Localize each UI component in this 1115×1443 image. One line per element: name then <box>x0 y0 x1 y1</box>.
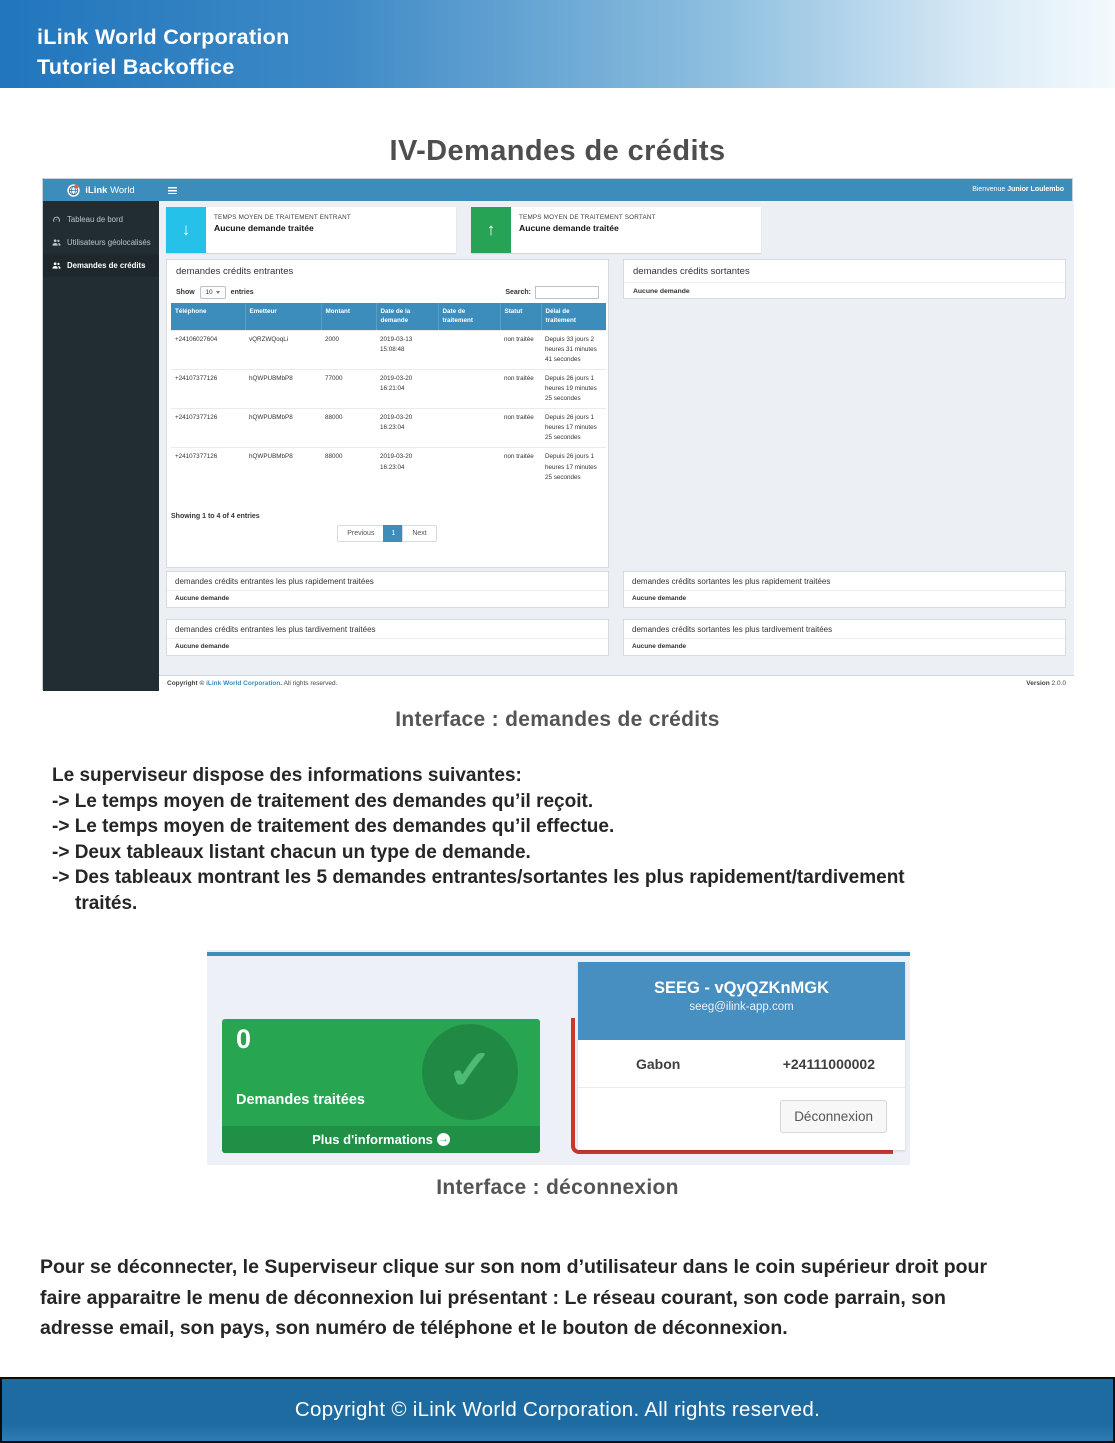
card-value: 0 <box>236 1024 252 1054</box>
arrow-down-icon: ↓ <box>166 207 206 253</box>
panel-title: demandes crédits sortantes <box>624 260 1065 283</box>
info-list <box>52 763 905 917</box>
search-label: Search: <box>505 289 531 296</box>
user-details-row <box>578 1040 905 1088</box>
caret-down-icon <box>216 291 220 294</box>
page-size-select[interactable]: 10 <box>200 286 226 299</box>
cell: 77000 <box>321 370 376 409</box>
paragraph-line: adresse email, son pays, son numéro de téléphone et le bouton de déconnexion. <box>40 1317 788 1339</box>
table-row <box>171 330 606 369</box>
arrow-circle-right-icon: → <box>438 1134 449 1145</box>
search-input[interactable] <box>535 286 599 299</box>
doc-header <box>0 0 1115 88</box>
cell: Depuis 33 jours 2 heures 31 minutes 41 secondes <box>541 330 606 369</box>
table-controls <box>176 285 599 300</box>
cell: hQWPUBMbP8 <box>245 409 321 448</box>
cell: non traitée <box>500 409 541 448</box>
panel-sortantes-tardives <box>623 619 1066 656</box>
show-label: Show <box>176 289 195 296</box>
sidebar-item-label: Demandes de crédits <box>67 261 146 270</box>
info-line: -> Le temps moyen de traitement des demandes qu’il reçoit. <box>52 790 594 812</box>
cell: hQWPUBMbP8 <box>245 370 321 409</box>
info-line: -> Des tableaux montrant les 5 demandes entrantes/sortantes les plus rapidement/tardivement <box>52 867 905 889</box>
panel-sortantes-rapides <box>623 571 1066 608</box>
caption-credits: Interface : demandes de crédits <box>395 708 720 731</box>
info-box-value: Aucune demande traitée <box>214 223 314 233</box>
cell: +24106027604 <box>171 330 245 369</box>
user-dropdown <box>578 962 905 1150</box>
paragraph-line: faire apparaitre le menu de déconnexion lui présentant : Le réseau courant, son code parrain, son <box>40 1286 946 1309</box>
cell: +24107377126 <box>171 370 245 409</box>
cell: +24107377126 <box>171 448 245 487</box>
col-delai[interactable]: Délai de traitement <box>541 303 606 330</box>
deconnexion-paragraph <box>40 1252 987 1344</box>
user-menu[interactable] <box>972 179 1064 201</box>
cell: non traitée <box>500 370 541 409</box>
cell <box>438 448 500 487</box>
username: Junior Loulembo <box>1007 186 1064 193</box>
cell <box>438 330 500 369</box>
empty-message: Aucune demande <box>175 595 230 602</box>
empty-message: Aucune demande <box>632 595 687 602</box>
brand-bold: iLink <box>85 184 108 196</box>
sidebar-item-tableau-de-bord[interactable] <box>43 208 159 231</box>
users-icon <box>52 261 61 270</box>
info-line: traités. <box>75 892 138 914</box>
sidebar-item-label: Tableau de bord <box>67 215 123 224</box>
version-value: 2.0.0 <box>1051 680 1066 687</box>
dashboard-icon <box>52 215 61 224</box>
info-box-value: Aucune demande traitée <box>519 223 619 233</box>
doc-header-line1: iLink World Corporation <box>37 25 290 49</box>
globe-logo-icon <box>67 184 80 197</box>
col-date-traitement[interactable]: Date de traitement <box>438 303 500 330</box>
section-title: IV-Demandes de crédits <box>389 135 726 167</box>
cell: 88000 <box>321 409 376 448</box>
panel-entrantes-tardives <box>166 619 609 656</box>
table-info: Showing 1 to 4 of 4 entries <box>171 513 260 520</box>
col-statut[interactable]: Statut <box>500 303 541 330</box>
panel-title: demandes crédits sortantes les plus rapidement traitées <box>624 572 1065 591</box>
app-content <box>159 201 1074 691</box>
table-header-row <box>171 303 606 330</box>
cell: 2019-03-20 16:21:04 <box>376 370 438 409</box>
col-telephone[interactable]: Téléphone <box>171 303 245 330</box>
user-dropdown-header <box>578 962 905 1040</box>
cell: 88000 <box>321 448 376 487</box>
doc-footer <box>0 1377 1115 1443</box>
table-row <box>171 409 606 448</box>
info-line: Le superviseur dispose des informations suivantes: <box>52 765 522 786</box>
empty-message: Aucune demande <box>175 643 230 650</box>
sidebar-item-demandes-de-credits[interactable] <box>43 254 159 277</box>
pagination-next[interactable]: Next <box>402 525 436 542</box>
version-label: Version <box>1026 680 1050 687</box>
brand-rest: World <box>110 184 135 196</box>
info-box-entrant <box>166 207 456 253</box>
backoffice-screenshot <box>42 178 1073 690</box>
panel-demandes-entrantes <box>166 259 609 568</box>
copyright-label: Copyright © <box>167 680 207 687</box>
paragraph-line: Pour se déconnecter, le Superviseur clique sur son nom d’utilisateur dans le coin supérieur droit pour <box>40 1256 988 1278</box>
table-row <box>171 370 606 409</box>
pagination <box>167 525 608 542</box>
logout-button[interactable]: Déconnexion <box>780 1100 887 1133</box>
cell: +24107377126 <box>171 409 245 448</box>
panel-title: demandes crédits entrantes les plus rapidement traitées <box>167 572 608 591</box>
empty-message: Aucune demande <box>632 643 687 650</box>
demandes-traitees-card <box>222 1019 540 1153</box>
info-box-sortant <box>471 207 761 253</box>
menu-toggle-icon[interactable] <box>168 187 177 194</box>
cell: Depuis 26 jours 1 heures 17 minutes 25 secondes <box>541 448 606 487</box>
navbar-strip <box>207 952 910 956</box>
info-box-label: TEMPS MOYEN DE TRAITEMENT ENTRANT <box>214 214 351 221</box>
app-navbar <box>43 179 1072 201</box>
panel-title: demandes crédits sortantes les plus tardivement traitées <box>624 620 1065 639</box>
doc-footer-text: Copyright © iLink World Corporation. All rights reserved. <box>294 1398 821 1421</box>
doc-header-line2: Tutoriel Backoffice <box>37 55 235 79</box>
col-emetteur[interactable]: Emetteur <box>245 303 321 330</box>
panel-demandes-sortantes <box>623 259 1066 299</box>
brand-link[interactable]: iLink World Corporation <box>206 680 281 687</box>
cell: non traitée <box>500 330 541 369</box>
cell: 2019-03-13 15:08:48 <box>376 330 438 369</box>
cell: vQRZWQoqLi <box>245 330 321 369</box>
check-circle-icon: ✓ <box>422 1024 518 1120</box>
info-line: -> Deux tableaux listant chacun un type de demande. <box>52 841 531 863</box>
user-email: seeg@ilink-app.com <box>689 1001 794 1013</box>
card-label: Demandes traitées <box>236 1092 365 1108</box>
caption-deconnexion: Interface : déconnexion <box>436 1176 679 1199</box>
cell: Depuis 26 jours 1 heures 19 minutes 25 secondes <box>541 370 606 409</box>
entries-label: entries <box>230 289 254 296</box>
user-phone: +24111000002 <box>782 1055 875 1072</box>
cell: 2000 <box>321 330 376 369</box>
more-info-link[interactable]: Plus d'informations → <box>222 1126 540 1153</box>
deconnexion-screenshot <box>207 950 910 1165</box>
panel-entrantes-rapides <box>166 571 609 608</box>
cell <box>438 370 500 409</box>
pagination-previous[interactable]: Previous <box>337 525 384 542</box>
empty-message: Aucune demande <box>633 288 690 295</box>
sidebar-item-utilisateurs-geolocalises[interactable] <box>43 231 159 254</box>
network-code: SEEG - vQyQZKnMGK <box>653 979 830 997</box>
welcome-label: Bienvenue <box>972 186 1008 193</box>
cell: Depuis 26 jours 1 heures 17 minutes 25 secondes <box>541 409 606 448</box>
info-line: -> Le temps moyen de traitement des demandes qu’il effectue. <box>52 816 615 838</box>
col-montant[interactable]: Montant <box>321 303 376 330</box>
app-sidebar <box>43 201 159 691</box>
pagination-page-1[interactable]: 1 <box>383 525 403 542</box>
user-country: Gabon <box>636 1055 681 1072</box>
cell: 2019-03-20 16:23:04 <box>376 448 438 487</box>
sidebar-item-label: Utilisateurs géolocalisés <box>67 238 151 247</box>
app-footer: Copyright © iLink World Corporation. All rights reserved. Version 2.0.0 <box>159 675 1074 691</box>
rights-label: All rights reserved. <box>282 680 338 687</box>
cell: non traitée <box>500 448 541 487</box>
cell <box>438 409 500 448</box>
col-date-demande[interactable]: Date de la demande <box>376 303 438 330</box>
panel-title: demandes crédits entrantes <box>176 266 294 277</box>
credits-table <box>171 303 607 487</box>
cell: hQWPUBMbP8 <box>245 448 321 487</box>
cell: 2019-03-20 16:23:04 <box>376 409 438 448</box>
panel-title: demandes crédits entrantes les plus tardivement traitées <box>167 620 608 639</box>
table-row <box>171 448 606 487</box>
users-icon <box>52 238 61 247</box>
arrow-up-icon: ↑ <box>471 207 511 253</box>
app-brand[interactable] <box>43 179 159 201</box>
info-box-label: TEMPS MOYEN DE TRAITEMENT SORTANT <box>519 214 656 221</box>
